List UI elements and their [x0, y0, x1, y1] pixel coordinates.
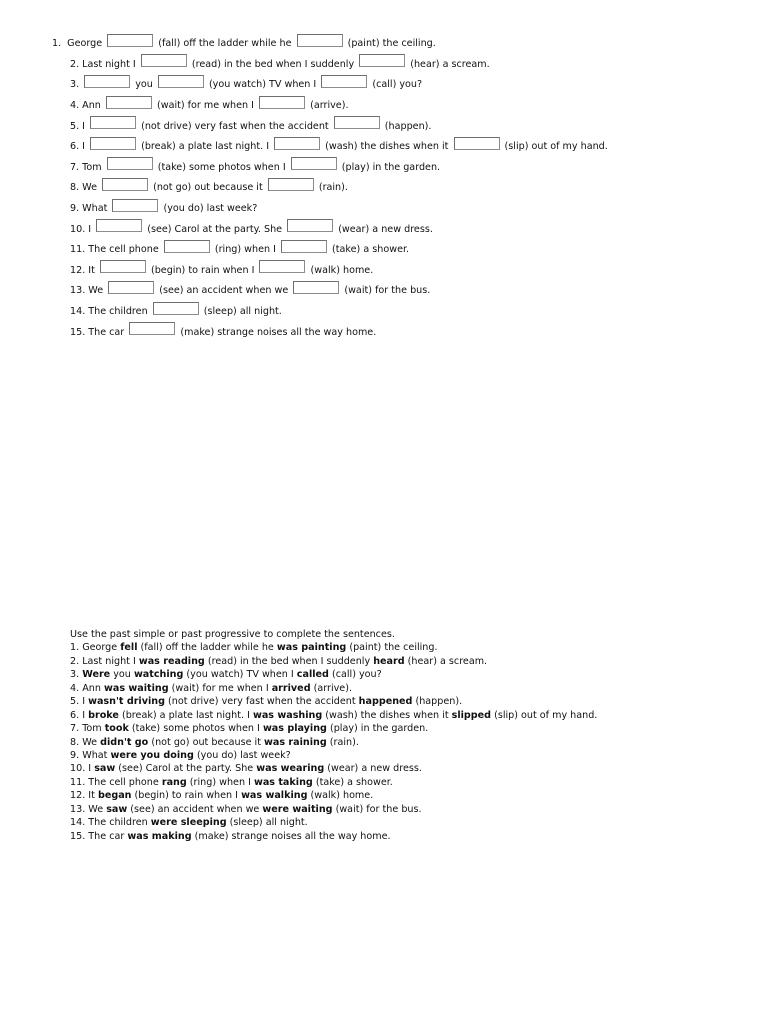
answer-verb: wasn't driving	[88, 696, 165, 708]
answer-text: (you do) last week?	[193, 749, 291, 761]
answer-verb: was taking	[253, 776, 313, 788]
sentence-text: (not drive) very fast when the accident	[138, 120, 332, 132]
answer-blank[interactable]	[297, 34, 343, 47]
sentence-text: (see) Carol at the party. She	[144, 223, 286, 235]
sentence-text: (you watch) TV when I	[205, 79, 320, 91]
answer-blank[interactable]	[141, 54, 187, 67]
sentence-text: (wash) the dishes when it	[322, 141, 452, 153]
answer-verb: rang	[161, 776, 187, 788]
answer-text: (begin) to rain when I	[131, 790, 242, 802]
item-number: 13.	[70, 285, 86, 297]
item-number: 2.	[70, 58, 80, 70]
answer-text: (wear) a new dress.	[324, 763, 422, 775]
sentence-text: (you do) last week?	[160, 203, 258, 215]
sentence-text: It	[88, 264, 98, 276]
answer-line	[70, 641, 760, 654]
answer-text: (call) you?	[328, 669, 382, 681]
sentence-text: (happen).	[381, 120, 432, 132]
answer-line	[70, 776, 760, 789]
answer-blank[interactable]	[158, 75, 204, 88]
answer-blank[interactable]	[291, 157, 337, 170]
answer-text: 11. The cell phone	[70, 776, 162, 788]
exercise-row	[0, 178, 768, 199]
answer-text: (read) in the bed when I suddenly	[204, 655, 374, 667]
answer-text: (paint) the ceiling.	[346, 642, 438, 654]
answer-text: you	[110, 669, 134, 681]
answer-text: (break) a plate last night. I	[118, 709, 253, 721]
answer-line	[70, 682, 760, 695]
exercise-row	[0, 240, 768, 261]
answer-verb: was painting	[276, 642, 347, 654]
sentence-text: (play) in the garden.	[338, 161, 441, 173]
item-number: 3.	[70, 79, 80, 91]
answer-verb: called	[296, 669, 329, 681]
sentence-text: (arrive).	[307, 100, 349, 112]
answer-text: (take) some photos when I	[128, 723, 263, 735]
answer-text: (see) an accident when we	[127, 803, 263, 815]
exercise-row	[0, 322, 768, 343]
item-number: 15.	[70, 326, 86, 338]
answer-verb: were sleeping	[150, 817, 227, 829]
answer-verb: fell	[120, 642, 138, 654]
sentence-text: Tom	[82, 161, 105, 173]
exercise-row	[0, 96, 768, 117]
answer-line	[70, 709, 760, 722]
answer-text: 6. I	[70, 709, 89, 721]
answer-verb: was playing	[262, 723, 327, 735]
answer-blank[interactable]	[112, 199, 158, 212]
sentence-text: you	[132, 79, 156, 91]
exercise-row	[0, 137, 768, 158]
answer-blank[interactable]	[84, 75, 130, 88]
item-number: 4.	[70, 100, 80, 112]
sentence-text: The children	[88, 306, 151, 318]
sentence-text: (wait) for me when I	[153, 100, 258, 112]
sentence-text: (ring) when I	[211, 244, 279, 256]
answer-line	[70, 749, 760, 762]
answer-blank[interactable]	[454, 137, 500, 150]
sentence-text: (hear) a scream.	[407, 58, 490, 70]
answer-blank[interactable]	[153, 302, 199, 315]
sentence-text: The car	[88, 326, 128, 338]
sentence-text: (walk) home.	[307, 264, 374, 276]
sentence-text: (begin) to rain when I	[147, 264, 258, 276]
sentence-text: (paint) the ceiling.	[344, 38, 436, 50]
answer-verb: didn't go	[100, 736, 149, 748]
sentence-text: I	[88, 223, 95, 235]
sentence-text: (make) strange noises all the way home.	[177, 326, 377, 338]
answer-verb: heard	[373, 655, 405, 667]
sentence-text: The cell phone	[88, 244, 162, 256]
answer-blank[interactable]	[106, 96, 152, 109]
exercise-list	[0, 34, 768, 343]
answer-blank[interactable]	[259, 96, 305, 109]
answer-text: (hear) a scream.	[404, 655, 488, 667]
sentence-text: (rain).	[315, 182, 348, 194]
answer-verb: was walking	[241, 790, 308, 802]
answer-blank[interactable]	[321, 75, 367, 88]
sentence-text: (take) a shower.	[329, 244, 410, 256]
answer-blank[interactable]	[259, 260, 305, 273]
sentence-text: (slip) out of my hand.	[501, 141, 608, 153]
sentence-text: We	[88, 285, 107, 297]
answer-verb: was washing	[252, 709, 323, 721]
answer-text: 4. Ann	[70, 682, 104, 694]
sentence-text: I	[82, 141, 89, 153]
answer-verb: Were	[82, 669, 111, 681]
answer-verb: was making	[127, 830, 192, 842]
item-number: 11.	[70, 244, 86, 256]
sentence-text: (take) some photos when I	[154, 161, 289, 173]
sentence-text: What	[82, 203, 111, 215]
answer-verb: was wearing	[256, 763, 325, 775]
item-number: 7.	[70, 161, 80, 173]
answer-text: (you watch) TV when I	[183, 669, 297, 681]
answer-text: 3.	[70, 669, 83, 681]
sentence-text: (wait) for the bus.	[341, 285, 431, 297]
answer-text: (happen).	[412, 696, 463, 708]
answer-blank[interactable]	[359, 54, 405, 67]
answer-verb: saw	[106, 803, 128, 815]
answer-text: (slip) out of my hand.	[491, 709, 598, 721]
answer-text: 7. Tom	[70, 723, 105, 735]
exercise-row	[0, 261, 768, 282]
answer-blank[interactable]	[164, 240, 210, 253]
answer-line	[70, 695, 760, 708]
answer-lines	[70, 641, 760, 843]
answer-text: (wait) for the bus.	[332, 803, 422, 815]
answer-blank[interactable]	[96, 219, 142, 232]
answer-key	[70, 628, 760, 843]
answer-blank[interactable]	[100, 260, 146, 273]
answer-blank[interactable]	[274, 137, 320, 150]
answer-verb: was waiting	[103, 682, 169, 694]
sentence-text: (read) in the bed when I suddenly	[188, 58, 358, 70]
answer-line	[70, 668, 760, 681]
item-number: 5.	[70, 120, 80, 132]
item-number: 8.	[70, 182, 80, 194]
answer-text: (see) Carol at the party. She	[115, 763, 257, 775]
item-number: 14.	[70, 306, 86, 318]
answer-verb: slipped	[451, 709, 492, 721]
answer-text: (make) strange noises all the way home.	[191, 830, 391, 842]
sentence-text: Ann	[82, 100, 104, 112]
answer-blank[interactable]	[129, 322, 175, 335]
answer-blank[interactable]	[107, 34, 153, 47]
answer-text: 15. The car	[70, 830, 128, 842]
exercise-row	[0, 34, 768, 55]
sentence-text: (break) a plate last night. I	[138, 141, 273, 153]
sentence-text: (not go) out because it	[150, 182, 266, 194]
exercise-row	[0, 158, 768, 179]
answer-verb: were waiting	[262, 803, 333, 815]
exercise-row	[0, 302, 768, 323]
sentence-text: (call) you?	[369, 79, 423, 91]
sentence-text: George	[67, 38, 106, 50]
answer-verb: was raining	[264, 736, 327, 748]
answer-text: (fall) off the ladder while he	[137, 642, 277, 654]
sentence-text: Last night I	[82, 58, 139, 70]
item-number: 12.	[70, 264, 86, 276]
answer-text: (sleep) all night.	[226, 817, 308, 829]
answer-blank[interactable]	[90, 137, 136, 150]
item-number: 1.	[52, 38, 62, 50]
answer-instruction: Use the past simple or past progressive to complete the sentences.	[70, 629, 395, 640]
answer-text: (ring) when I	[186, 776, 254, 788]
item-number: 9.	[70, 203, 80, 215]
answer-text: 14. The children	[70, 817, 151, 829]
answer-verb: broke	[88, 709, 119, 721]
answer-text: 10. I	[70, 763, 95, 775]
sentence-text: I	[82, 120, 89, 132]
answer-text: (not drive) very fast when the accident	[164, 696, 359, 708]
answer-text: 9. What	[70, 749, 111, 761]
answer-text: (rain).	[326, 736, 359, 748]
answer-text: (walk) home.	[307, 790, 374, 802]
exercise-row	[0, 75, 768, 96]
exercise-row	[0, 55, 768, 76]
answer-line	[70, 655, 760, 668]
answer-text: 12. It	[70, 790, 98, 802]
sentence-text: (fall) off the ladder while he	[155, 38, 295, 50]
answer-verb: arrived	[271, 682, 311, 694]
sentence-text: (see) an accident when we	[156, 285, 292, 297]
exercise-row	[0, 116, 768, 137]
answer-verb: watching	[133, 669, 184, 681]
exercise-row	[0, 281, 768, 302]
exercise-row	[0, 199, 768, 220]
answer-verb: took	[104, 723, 129, 735]
answer-text: 5. I	[70, 696, 89, 708]
sentence-text: (sleep) all night.	[200, 306, 282, 318]
answer-text: (play) in the garden.	[326, 723, 429, 735]
answer-verb: were you doing	[110, 749, 194, 761]
answer-blank[interactable]	[281, 240, 327, 253]
answer-blank[interactable]	[107, 157, 153, 170]
answer-blank[interactable]	[293, 281, 339, 294]
answer-text: 2. Last night I	[70, 655, 139, 667]
answer-text: (arrive).	[310, 682, 352, 694]
answer-text: 1. George	[70, 642, 121, 654]
answer-line	[70, 762, 760, 775]
item-number: 6.	[70, 141, 80, 153]
answer-verb: happened	[358, 696, 413, 708]
answer-line	[70, 722, 760, 735]
sentence-text: We	[82, 182, 101, 194]
answer-blank[interactable]	[108, 281, 154, 294]
answer-verb: began	[97, 790, 132, 802]
answer-blank[interactable]	[268, 178, 314, 191]
item-number: 10.	[70, 223, 86, 235]
answer-text: (take) a shower.	[312, 776, 393, 788]
answer-text: 8. We	[70, 736, 101, 748]
answer-blank[interactable]	[287, 219, 333, 232]
answer-line	[70, 803, 760, 816]
answer-line	[70, 789, 760, 802]
answer-verb: was reading	[138, 655, 205, 667]
answer-text: (wash) the dishes when it	[322, 709, 452, 721]
answer-line	[70, 736, 760, 749]
answer-line	[70, 830, 760, 843]
exercise-row	[0, 219, 768, 240]
answer-blank[interactable]	[90, 116, 136, 129]
sentence-text: (wear) a new dress.	[335, 223, 433, 235]
answer-text: (not go) out because it	[148, 736, 265, 748]
answer-text: (wait) for me when I	[168, 682, 272, 694]
answer-verb: saw	[94, 763, 116, 775]
answer-blank[interactable]	[102, 178, 148, 191]
answer-blank[interactable]	[334, 116, 380, 129]
answer-text: 13. We	[70, 803, 107, 815]
answer-line	[70, 816, 760, 829]
